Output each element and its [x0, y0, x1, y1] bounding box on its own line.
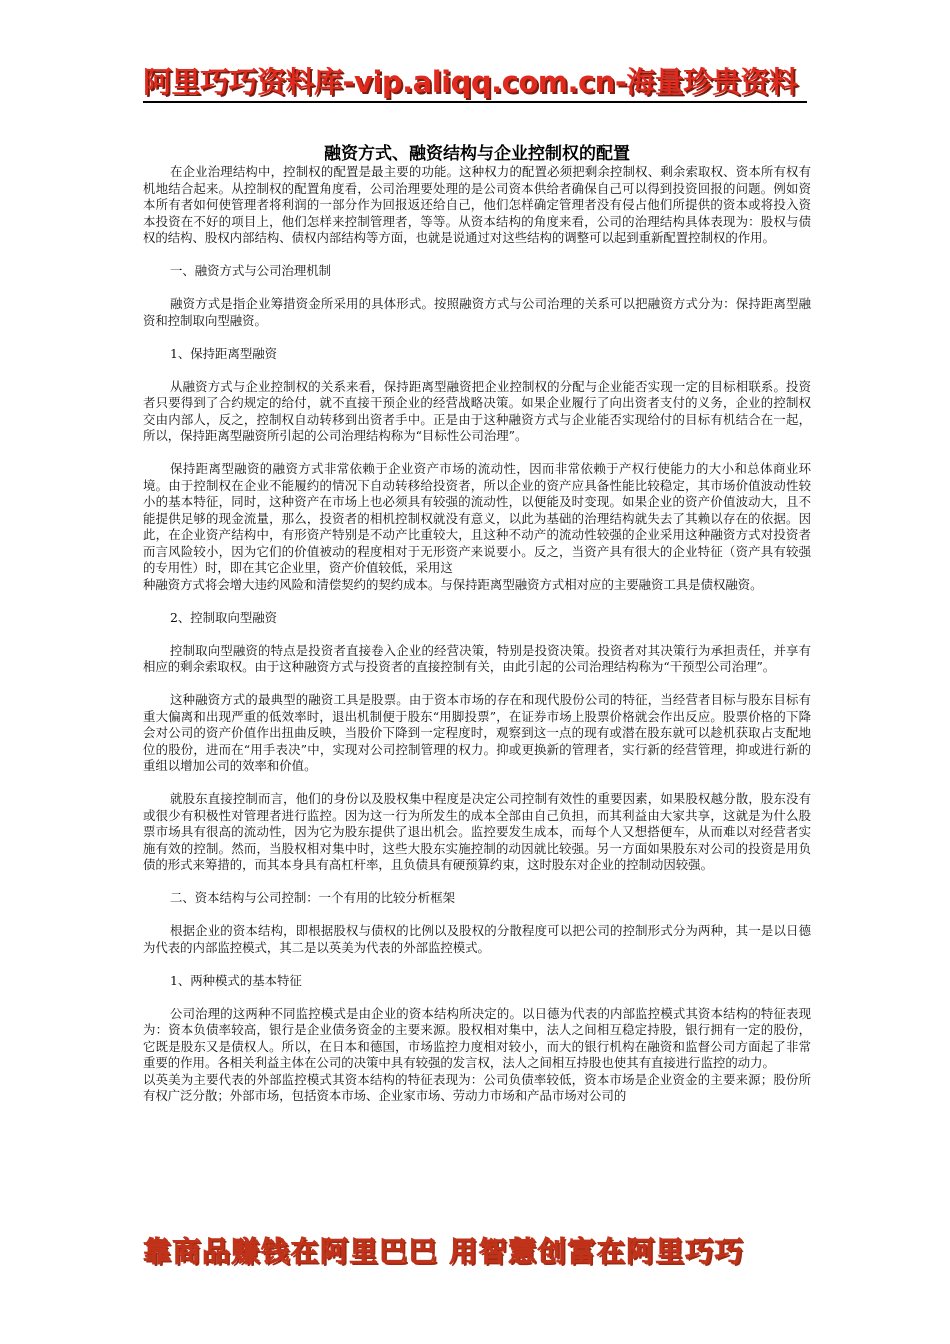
paragraph: 公司治理的这两种不同监控模式是由企业的资本结构所决定的。以日德为代表的内部监控模式其资本结构的特征表现为：资本负债率较高，银行是企业债务资金的主要来源。股权相对集中，法人之间相互稳定持股，银行拥有一定的股份，它既是股东又是债权人。所以，在日本和德国，市场监控力度相对较小，而大的银行机构在融资和监督公司方面起了非常重要的作用。各相关利益主体在公司的决策中具有较强的发言权，法人之间相互持股也使其有直接进行监控的动力。	[143, 1005, 811, 1070]
spacer	[143, 626, 811, 643]
section-heading: 一、融资方式与公司治理机制	[170, 263, 332, 278]
spacer	[143, 989, 811, 1006]
bottom-banner: 靠商品赚钱在阿里巴巴 用智慧创富在阿里巧巧	[143, 1235, 745, 1268]
paragraph: 根据企业的资本结构，即根据股权与债权的比例以及股权的分散程度可以把公司的控制形式分为两种，其一是以日德为代表的内部监控模式，其二是以英美为代表的外部监控模式。	[143, 923, 811, 955]
subsection-heading: 1、保持距离型融资	[170, 345, 278, 361]
paragraph: 就股东直接控制而言，他们的身份以及股权集中程度是决定公司控制有效性的重要因素，如果股权越分散，股东没有或很少有积极性对管理者进行监控。因为这一行为所发生的成本全部由自己负担，而其利益由大家共享，这就是为什么股票市场具有很高的流动性，因为它为股东提供了退出机会。监控要发生成本，而每个人又想搭便车，从而难以对经营者实施有效的控制。然而，当股权相对集中时，这些大股东实施控制的动因就比较强。另一方面如果股东对公司的投资是用负债的形式来筹措的，而其本身具有高杠杆率，且负债具有硬预算约束，这时股东对企业的控制动因较强。	[143, 791, 811, 872]
spacer	[143, 247, 811, 264]
spacer	[143, 956, 811, 973]
paragraph: 以英美为主要代表的外部监控模式其资本结构的特征表现为：公司负债率较低，资本市场是企业资金的主要来源；股份所有权广泛分散；外部市场，包括资本市场、企业家市场、劳动力市场和产品市场对公司的	[143, 1071, 811, 1103]
spacer	[143, 593, 811, 610]
spacer	[143, 362, 811, 379]
paragraph: 这种融资方式的最典型的融资工具是股票。由于资本市场的存在和现代股份公司的特征，当经营者目标与股东目标有重大偏离和出现严重的低效率时，退出机制便于股东“用脚投票”，在证券市场上股票价格就会作出反应。股票价格的下降会对公司的资产价值作出扭曲反映，当股价下降到一定程度时，观察到这一点的现有或潜在股东就可以趁机获取占支配地位的股份，进而在“用手表决”中，实现对公司控制管理的权力。抑或更换新的管理者，实行新的经营管理，抑或进行新的重组以增加公司的效率和价值。	[143, 692, 811, 773]
paragraph-continuation: 种融资方式将会增大违约风险和清偿契约的契约成本。与保持距离型融资方式相对应的主要融资工具是债权融资。	[143, 576, 763, 592]
spacer	[143, 280, 811, 297]
spacer	[143, 445, 811, 462]
intro-paragraph: 在企业治理结构中，控制权的配置是最主要的功能。这种权力的配置必须把剩余控制权、剩余索取权、资本所有权有机地结合起来。从控制权的配置角度看，公司治理要处理的是公司资本供给者确保自己可以得到投资回报的问题。例如资本所有者如何使管理者将利润的一部分作为回报返还给自己，他们怎样确定管理者没有侵占他们所提供的资本或将投入资本投资在不好的项目上，他们怎样来控制管理者，等等。从资本结构的角度来看，公司的治理结构具体表现为：股权与债权的结构、股权内部结构、债权内部结构等方面，也就是说通过对这些结构的调整可以起到重新配置控制权的作用。	[143, 164, 811, 245]
subsection-heading: 2、控制取向型融资	[170, 609, 278, 625]
spacer	[143, 329, 811, 346]
spacer	[143, 775, 811, 792]
spacer	[143, 874, 811, 891]
top-banner: 阿里巧巧资料库-vip.aliqq.com.cn-海量珍贵资料	[143, 65, 798, 99]
document-title: 融资方式、融资结构与企业控制权的配置	[324, 144, 630, 164]
document-body	[143, 143, 811, 1105]
spacer	[143, 676, 811, 693]
spacer	[143, 907, 811, 924]
paragraph: 融资方式是指企业筹措资金所采用的具体形式。按照融资方式与公司治理的关系可以把融资方式分为：保持距离型融资和控制取向型融资。	[143, 296, 811, 328]
paragraph: 保持距离型融资的融资方式非常依赖于企业资产市场的流动性，因而非常依赖于产权行使能力的大小和总体商业环境。由于控制权在企业不能履约的情况下自动转移给投资者，所以企业的资产应具备性能比较稳定，其市场价值波动性较小的基本特征，同时，这种资产在市场上也必须具有较强的流动性，以便能及时变现。如果企业的资产价值波动大，且不能提供足够的现金流量，那么，投资者的相机控制权就没有意义，以此为基础的治理结构就失去了其赖以存在的依据。因此，在企业资产结构中，有形资产特别是不动产比重较大，且这种不动产的流动性较强的企业采用这种融资方式对投资者而言风险较小，因为它们的价值被动的程度相对于无形资产来说要小。反之，当资产具有很大的企业特征（资产具有较强的专用性）时，即在其它企业里，资产价值较低，采用这	[143, 461, 811, 575]
section-heading: 二、资本结构与公司控制：一个有用的比较分析框架	[170, 890, 455, 905]
banner-divider	[143, 101, 807, 103]
paragraph: 控制取向型融资的特点是投资者直接卷入企业的经营决策，特别是投资决策。投资者对其决策行为承担责任，并享有相应的剩余索取权。由于这种融资方式与投资者的直接控制有关，由此引起的公司治理结构称为“干预型公司治理”。	[143, 642, 811, 674]
subsection-heading: 1、两种模式的基本特征	[170, 972, 302, 988]
paragraph: 从融资方式与企业控制权的关系来看，保持距离型融资把企业控制权的分配与企业能否实现一定的目标相联系。投资者只要得到了合约规定的给付，就不直接干预企业的经营战略决策。如果企业履行了向出资者支付的义务，企业的控制权交由内部人，反之，控制权自动转移到出资者手中。正是由于这种融资方式与企业能否实现给付的目标有机结合在一起，所以，保持距离型融资所引起的公司治理结构称为“目标性公司治理”。	[143, 378, 811, 443]
